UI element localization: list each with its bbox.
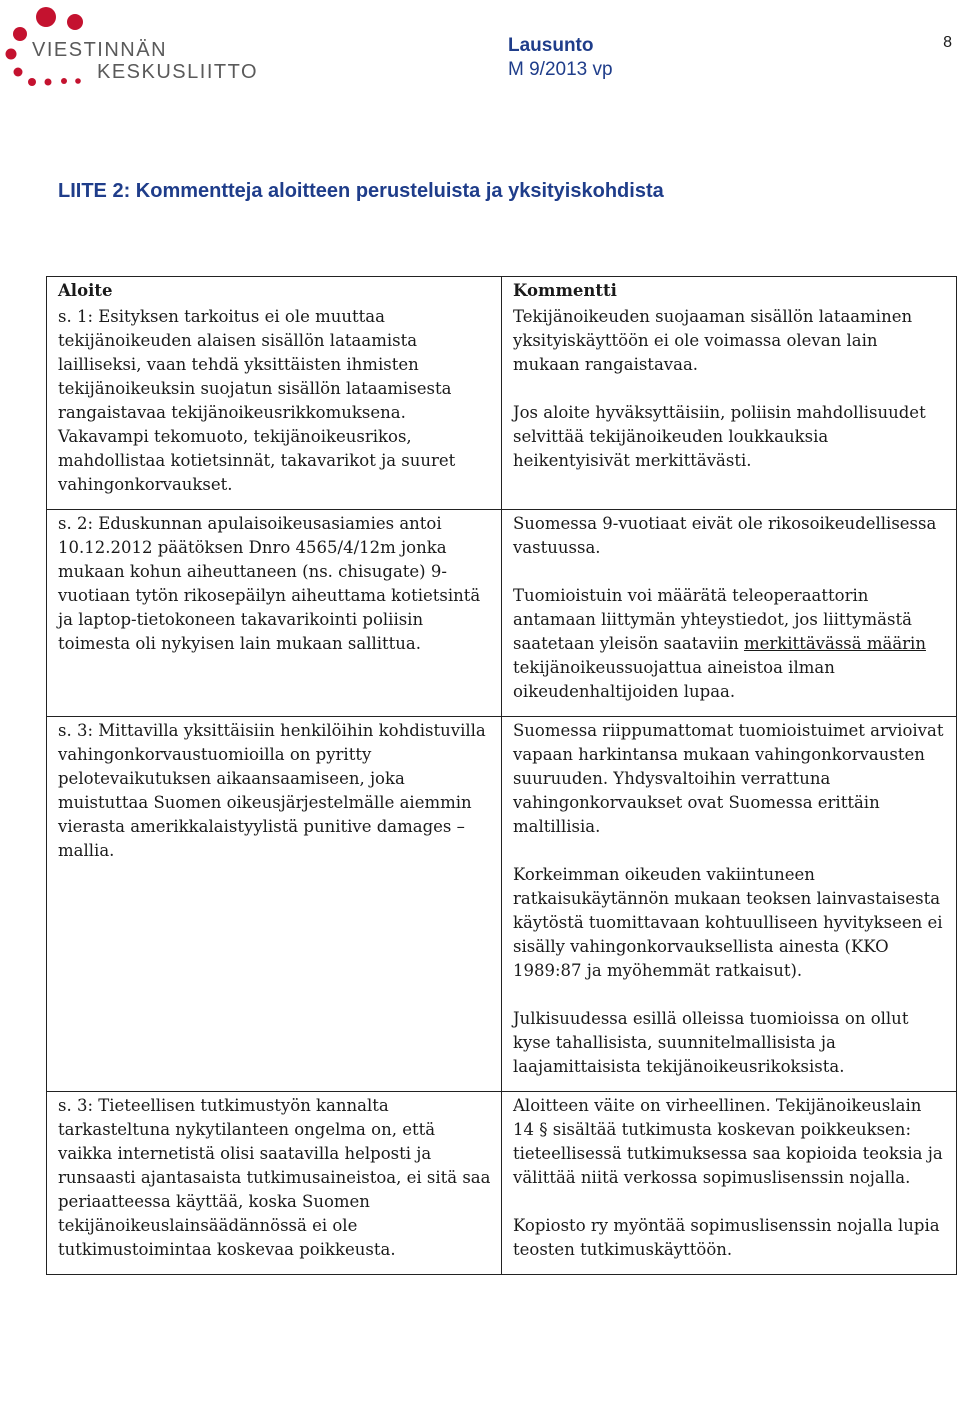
aloite-cell bbox=[47, 1092, 502, 1275]
kommentti-paragraph: Suomessa 9-vuotiaat eivät ole rikosoikeudellisessa vastuussa. bbox=[513, 514, 937, 557]
appendix-title: LIITE 2: Kommentteja aloitteen perusteluista ja yksityiskohdista bbox=[58, 180, 664, 202]
table-header-row bbox=[47, 277, 957, 304]
kommentti-cell bbox=[502, 1092, 957, 1275]
viestinnan-keskusliitto-logo bbox=[2, 2, 272, 94]
column-header-kommentti: Kommentti bbox=[502, 277, 957, 304]
table-row bbox=[47, 717, 957, 1092]
document-header bbox=[508, 34, 613, 82]
table-row bbox=[47, 510, 957, 717]
aloite-text: s. 3: Mittavilla yksittäisiin henkilöihin kohdistuvilla vahingonkorvaustuomioilla on pyritty pelotevaikutuksen aikaansaamiseen, joka muistuttaa Suomen oikeusjärjestelmälle aiemmin vierasta amerikkalaistyylistä punitive damages –mallia. bbox=[58, 721, 486, 860]
aloite-cell bbox=[47, 303, 502, 510]
aloite-text: s. 3: Tieteellisen tutkimustyön kannalta tarkasteltuna nykytilanteen ongelma on, että vaikka internetistä olisi saatavilla helposti ja runsaasti ajantasaista tutkimusaineistoa, ei sitä saa periaatteessa käyttää, koska Suomen tekijänoikeuslainsäädännössä ei ole tutkimustoimintaa koskevaa poikkeusta. bbox=[58, 1096, 491, 1259]
document-reference: M 9/2013 vp bbox=[508, 59, 613, 80]
comments-table bbox=[46, 276, 957, 1275]
kommentti-paragraph: Jos aloite hyväksyttäisiin, poliisin mahdollisuudet selvittää tekijänoikeuden loukkauksia heikentyisivät merkittävästi. bbox=[513, 403, 926, 470]
kommentti-paragraph: Kopiosto ry myöntää sopimuslisenssin nojalla lupia teosten tutkimuskäyttöön. bbox=[513, 1216, 940, 1259]
aloite-cell bbox=[47, 717, 502, 1092]
logo-line2: KESKUSLIITTO bbox=[97, 61, 259, 83]
kommentti-cell bbox=[502, 510, 957, 717]
kommentti-text: Tuomioistuin voi määrätä teleoperaattorin antamaan liittymän yhteystiedot, jos liittymästä saatetaan yleisön saataviin bbox=[513, 586, 912, 653]
column-header-aloite: Aloite bbox=[47, 277, 502, 304]
kommentti-paragraph: Julkisuudessa esillä olleissa tuomioissa on ollut kyse tahallisista, suunnitelmallisista ja laajamittaisista tekijänoikeusrikoksista. bbox=[513, 1009, 909, 1076]
table-row bbox=[47, 1092, 957, 1275]
kommentti-paragraph: Tekijänoikeuden suojaaman sisällön lataaminen yksityiskäyttöön ei ole voimassa olevan lain mukaan rangaistavaa. bbox=[513, 307, 913, 374]
kommentti-paragraph: Suomessa riippumattomat tuomioistuimet arvioivat vapaan harkintansa mukaan vahingonkorvausten suuruuden. Yhdysvaltoihin verrattuna vahingonkorvaukset ovat Suomessa erittäin maltillisia. bbox=[513, 721, 944, 836]
kommentti-cell bbox=[502, 303, 957, 510]
document-type: Lausunto bbox=[508, 35, 594, 56]
kommentti-paragraph: Aloitteen väite on virheellinen. Tekijänoikeuslain 14 § sisältää tutkimusta koskevan poikkeuksen: tieteellisessä tutkimuksessa saa kopioida teoksia ja välittää niitä verkossa sopimuslisenssin nojalla. bbox=[513, 1096, 943, 1187]
aloite-text: s. 1: Esityksen tarkoitus ei ole muuttaa tekijänoikeuden alaisen sisällön lataamista lailliseksi, vaan tehdä yksittäisten ihmisten tekijänoikeuksin suojatun sisällön lataamisesta rangaistavaa tekijänoikeusrikkomuksena. Vakavampi tekomuoto, tekijänoikeusrikos, mahdollistaa kotietsinnät, takavarikot ja suuret vahingonkorvaukset. bbox=[58, 307, 456, 494]
page-number: 8 bbox=[943, 34, 952, 51]
underlined-phrase: merkittävässä määrin bbox=[743, 634, 926, 653]
table-row bbox=[47, 303, 957, 510]
kommentti-paragraph bbox=[513, 584, 946, 704]
aloite-text: s. 2: Eduskunnan apulaisoikeusasiamies antoi 10.12.2012 päätöksen Dnro 4565/4/12m jonka mukaan kohun aiheuttaneen (ns. chisugate) 9-vuotiaan tytön rikosepäilyn aiheuttama kotietsintä ja laptop-tietokoneen takavarikointi poliisin toimesta oli nykyisen lain mukaan sallittua. bbox=[58, 514, 481, 653]
kommentti-cell bbox=[502, 717, 957, 1092]
kommentti-text: tekijänoikeussuojattua aineistoa ilman oikeudenhaltijoiden lupaa. bbox=[513, 658, 835, 701]
aloite-cell bbox=[47, 510, 502, 717]
kommentti-paragraph: Korkeimman oikeuden vakiintuneen ratkaisukäytännön mukaan teoksen lainvastaisesta käytöstä tuomittavaan kohtuulliseen hyvitykseen ei sisälly vahingonkorvauksellista ainesta (KKO 1989:87 ja myöhemmät ratkaisut). bbox=[513, 865, 943, 980]
logo-line1: VIESTINNÄN bbox=[32, 39, 168, 61]
